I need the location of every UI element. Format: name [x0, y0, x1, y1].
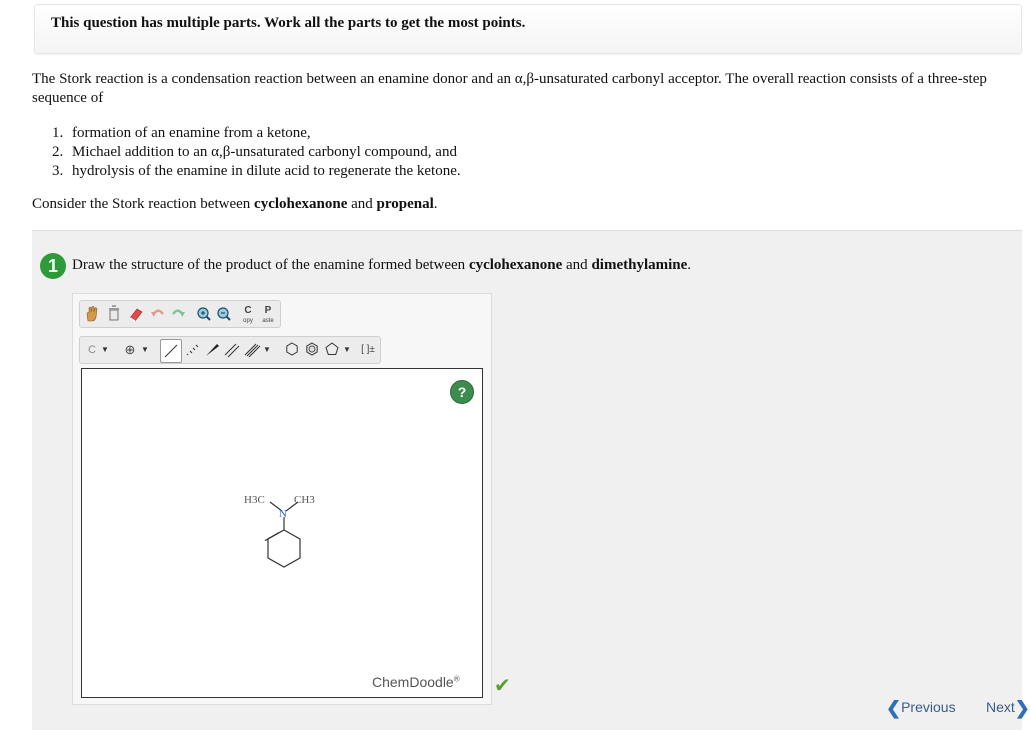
chemdoodle-brand: ChemDoodle®: [372, 674, 460, 690]
cyclohexane-ring-icon[interactable]: [282, 339, 302, 361]
question-part-1: [32, 231, 1022, 730]
right-methyl-label: CH3: [294, 494, 315, 506]
pan-hand-icon[interactable]: [82, 303, 102, 325]
multipart-banner: [34, 4, 1022, 54]
consider-statement: Consider the Stork reaction between cyclohexanone and propenal.: [32, 196, 438, 212]
bond-dropdown-chevron-icon[interactable]: ▼: [263, 345, 271, 354]
part-prompt: Draw the structure of the product of the enamine formed between cyclohexanone and dimethylamine.: [72, 257, 692, 273]
chevron-right-icon: ❯: [1014, 698, 1030, 718]
chevron-left-icon: ❮: [886, 698, 902, 718]
ring-dropdown-chevron-icon[interactable]: ▼: [343, 345, 351, 354]
left-methyl-label: H3C: [244, 494, 265, 506]
charge-tool-button[interactable]: ⊕: [124, 342, 136, 357]
cyclopentane-ring-icon[interactable]: [322, 339, 342, 361]
double-bond-icon[interactable]: [222, 339, 242, 361]
clear-bin-icon[interactable]: [104, 303, 124, 325]
redo-icon[interactable]: [168, 303, 188, 325]
paste-button[interactable]: P aste: [262, 305, 274, 324]
element-selector-button[interactable]: C: [88, 344, 96, 356]
single-bond-icon[interactable]: [160, 339, 182, 363]
wedge-bond-icon[interactable]: [202, 339, 222, 361]
hashed-bond-icon[interactable]: [182, 339, 202, 361]
part-number-badge: 1: [40, 253, 66, 279]
toolbar-row-2: [79, 336, 381, 364]
eraser-icon[interactable]: [126, 303, 146, 325]
element-dropdown-chevron-icon[interactable]: ▼: [101, 345, 109, 354]
nitrogen-label: N: [279, 508, 287, 520]
banner-text: This question has multiple parts. Work all the parts to get the most points.: [51, 15, 526, 31]
question-stem: [32, 66, 1022, 231]
question-intro: The Stork reaction is a condensation reaction between an enamine donor and an α,β-unsaturated carbonyl acceptor. The overall reaction consists of a three-step sequence of: [32, 71, 987, 106]
previous-button[interactable]: ❮Previous: [886, 698, 956, 718]
bracket-charge-button[interactable]: [ ]±: [361, 344, 375, 355]
help-button[interactable]: ?: [450, 380, 474, 404]
correct-checkmark-icon: ✔: [494, 673, 511, 697]
benzene-ring-icon[interactable]: [302, 339, 322, 361]
list-item: 3. hydrolysis of the enamine in dilute acid to regenerate the ketone.: [52, 163, 461, 179]
zoom-in-icon[interactable]: [194, 303, 214, 325]
list-item: 2. Michael addition to an α,β-unsaturated carbonyl compound, and: [52, 144, 457, 160]
copy-button[interactable]: C opy: [243, 305, 253, 324]
drawing-canvas[interactable]: [81, 368, 483, 698]
undo-icon[interactable]: [148, 303, 168, 325]
toolbar-row-1: [79, 300, 281, 328]
zoom-out-icon[interactable]: [214, 303, 234, 325]
chemdoodle-editor: [72, 293, 492, 705]
enamine-structure: [82, 369, 482, 697]
charge-dropdown-chevron-icon[interactable]: ▼: [141, 345, 149, 354]
next-button[interactable]: Next❯: [986, 698, 1030, 718]
reaction-steps-list: [52, 124, 461, 181]
triple-bond-icon[interactable]: [242, 339, 262, 361]
list-item: 1. formation of an enamine from a ketone,: [52, 125, 311, 141]
